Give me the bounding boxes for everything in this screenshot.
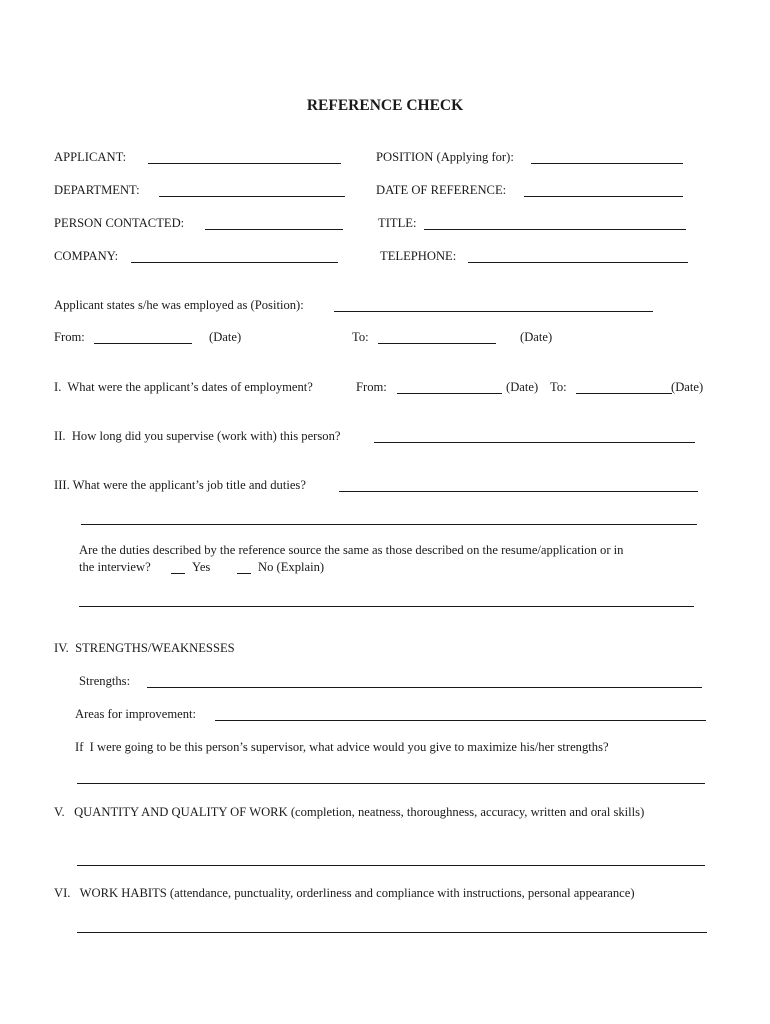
areas-label: Areas for improvement: <box>75 707 196 721</box>
advice-question: If I were going to be this person’s supervisor, what advice would you give to maximize his/her strengths? <box>75 740 609 754</box>
q4-heading: IV. STRENGTHS/WEAKNESSES <box>54 641 235 655</box>
department-field[interactable] <box>159 196 345 197</box>
page-title: REFERENCE CHECK <box>306 97 464 114</box>
q1-text: I. What were the applicant’s dates of employment? <box>54 380 313 394</box>
department-label: DEPARTMENT: <box>54 183 140 197</box>
date-of-reference-label: DATE OF REFERENCE: <box>376 183 507 197</box>
company-field[interactable] <box>131 262 338 263</box>
yes-label: Yes <box>192 560 211 574</box>
q5-field[interactable] <box>77 865 705 866</box>
q1-from-field[interactable] <box>397 393 502 394</box>
q3-field-line1[interactable] <box>339 491 698 492</box>
title-field[interactable] <box>424 229 686 230</box>
areas-field[interactable] <box>215 720 706 721</box>
strengths-label: Strengths: <box>79 674 131 688</box>
q1-to-field[interactable] <box>576 393 672 394</box>
from-label: From: <box>54 330 85 344</box>
q1-from-label: From: <box>356 380 387 394</box>
q2-field[interactable] <box>374 442 695 443</box>
employed-as-label: Applicant states s/he was employed as (Position): <box>54 298 304 312</box>
q6-text: VI. WORK HABITS (attendance, punctuality, orderliness and compliance with instructions, personal appearance) <box>54 886 635 900</box>
applicant-label: APPLICANT: <box>54 150 127 164</box>
person-contacted-field[interactable] <box>205 229 343 230</box>
employed-as-field[interactable] <box>334 311 653 312</box>
position-field[interactable] <box>531 163 683 164</box>
company-label: COMPANY: <box>54 249 119 263</box>
explain-field[interactable] <box>79 606 694 607</box>
telephone-field[interactable] <box>468 262 688 263</box>
q1-from-hint: (Date) <box>506 380 539 394</box>
q5-text: V. QUANTITY AND QUALITY OF WORK (completion, neatness, thoroughness, accuracy, written and oral skills) <box>54 805 645 819</box>
q3-text: III. What were the applicant’s job title and duties? <box>54 478 306 492</box>
q1-to-label: To: <box>550 380 567 394</box>
title-label: TITLE: <box>378 216 417 230</box>
no-label: No (Explain) <box>258 560 325 574</box>
q1-to-hint: (Date) <box>671 380 704 394</box>
duties-question-line1: Are the duties described by the reference source the same as those described on the resume/application or in <box>79 543 624 557</box>
to-date-field[interactable] <box>378 343 496 344</box>
strengths-field[interactable] <box>147 687 702 688</box>
q2-text: II. How long did you supervise (work with) this person? <box>54 429 341 443</box>
applicant-field[interactable] <box>148 163 341 164</box>
position-label: POSITION (Applying for): <box>376 150 514 164</box>
advice-field[interactable] <box>77 783 705 784</box>
q3-field-line2[interactable] <box>81 524 697 525</box>
person-contacted-label: PERSON CONTACTED: <box>54 216 185 230</box>
date-of-reference-field[interactable] <box>524 196 683 197</box>
from-date-field[interactable] <box>94 343 192 344</box>
duties-question-line2: the interview? <box>79 560 151 574</box>
to-label: To: <box>352 330 369 344</box>
no-checkbox[interactable] <box>237 573 251 574</box>
from-date-hint: (Date) <box>209 330 242 344</box>
to-date-hint: (Date) <box>520 330 553 344</box>
telephone-label: TELEPHONE: <box>380 249 457 263</box>
q6-field[interactable] <box>77 932 707 933</box>
yes-checkbox[interactable] <box>171 573 185 574</box>
